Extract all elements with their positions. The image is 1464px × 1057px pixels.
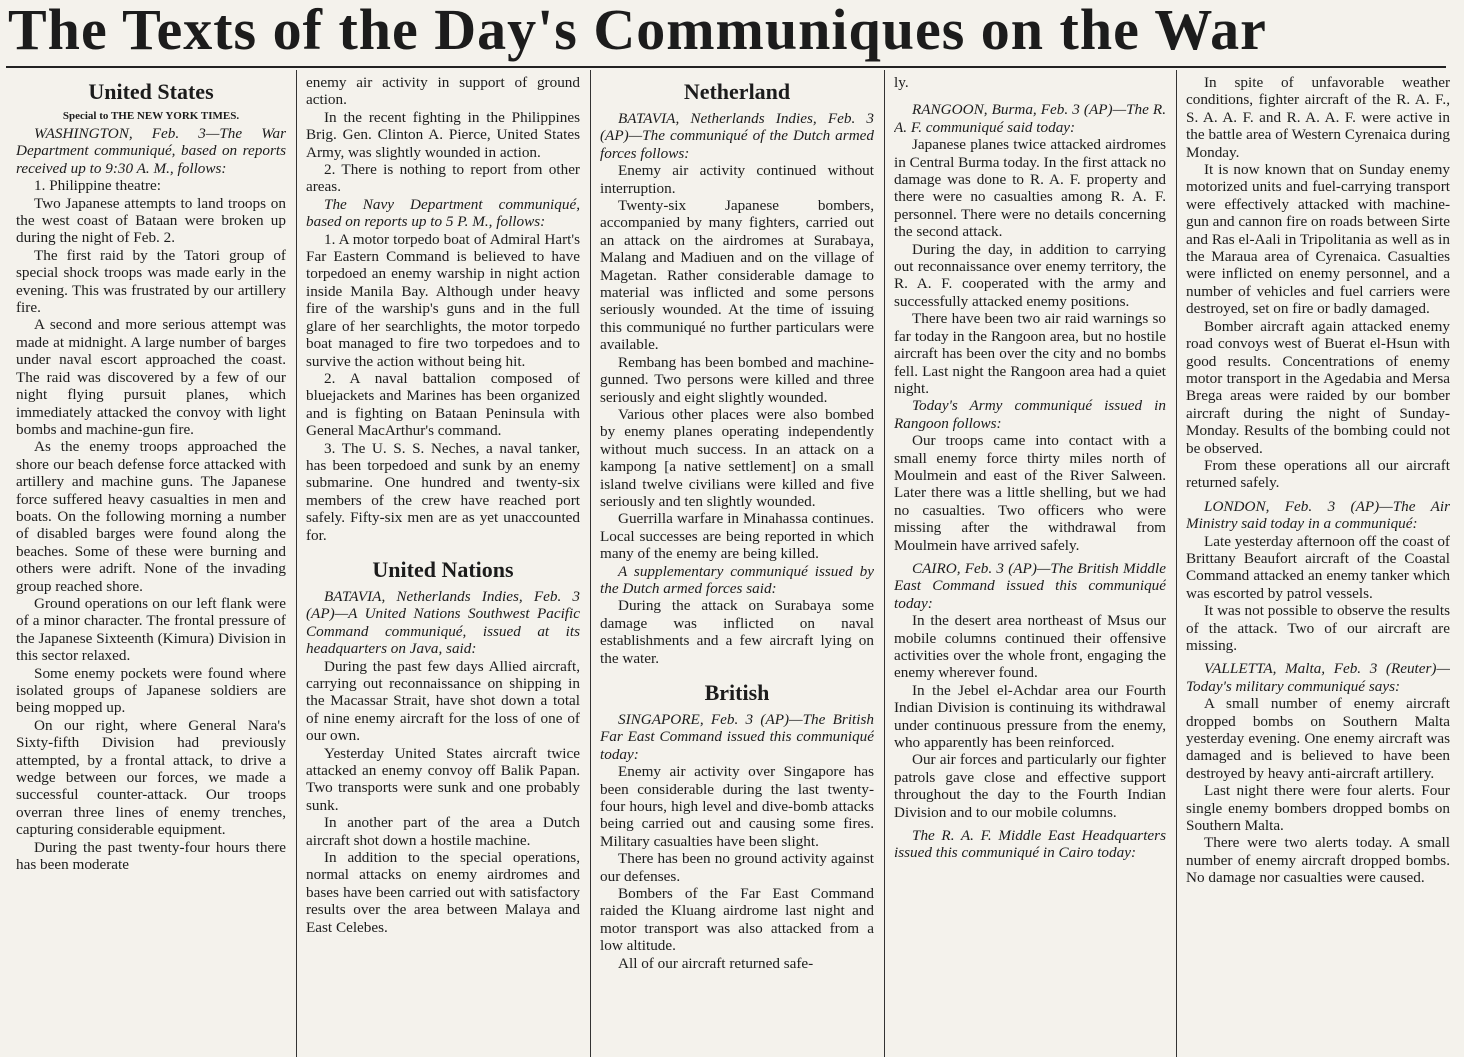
column-2 — [306, 74, 580, 1057]
column-divider — [1176, 70, 1177, 1057]
paragraph: The first raid by the Tatori group of special shock troops was made early in the evening. This was frustrated by our artillery fire. — [16, 246, 286, 317]
paragraph: Our troops came into contact with a small enemy force thirty miles north of Moulmein and east of the River Salween. Later there was a little shelling, but we had no casualties. Two officers who were missing after the withdrawal from Moulmein have arrived safely. — [894, 432, 1166, 554]
paragraph: It was not possible to observe the results of the attack. Two of our aircraft are missing. — [1186, 602, 1450, 654]
paragraph: Guerrilla warfare in Minahassa continues. Local successes are being reported in which many of the enemy are being killed. — [600, 510, 874, 563]
dispatch-intro: SINGAPORE, Feb. 3 (AP)—The British Far East Command issued this communiqué today: — [600, 711, 874, 763]
dispatch-intro: VALLETTA, Malta, Feb. 3 (Reuter)—Today's military communiqué says: — [1186, 660, 1450, 695]
paragraph: On our right, where General Nara's Sixty-fifth Division had previously attempted, by a frontal attack, to drive a wedge between our forces, we made a successful counter-attack. Our troops overran three lines of enemy trenches, capturing considerable equipment. — [16, 716, 286, 839]
paragraph: During the past twenty-four hours there has been moderate — [16, 838, 286, 874]
paragraph: Ground operations on our left flank were of a minor character. The frontal pressure of the Japanese Sixteenth (Kimura) Division in this sector relaxed. — [16, 594, 286, 665]
paragraph: All of our aircraft returned safe- — [618, 954, 814, 972]
column-3 — [600, 74, 874, 1057]
paragraph: In spite of unfavorable weather conditions, fighter aircraft of the R. A. F., S. A. A. F. and R. A. A. F. were active in the battle area of Western Cyrenaica during Monday. — [1186, 74, 1450, 161]
paragraph: enemy air activity in support of ground action. — [306, 74, 580, 109]
byline: Special to THE NEW YORK TIMES. — [62, 110, 240, 122]
column-1 — [16, 74, 286, 1057]
section-title-british: British — [704, 680, 770, 705]
paragraph: There has been no ground activity against our defenses. — [600, 850, 874, 885]
paragraph: Various other places were also bombed by enemy planes operating independently without much success. In an attack on a kampong [a native settlement] on a small island twelve civilians were killed and five seriously and ten slightly wounded. — [600, 405, 874, 510]
paragraph: In another part of the area a Dutch aircraft shot down a hostile machine. — [306, 814, 580, 849]
paragraph: It is now known that on Sunday enemy motorized units and fuel-carrying transport were effectively attacked with machine-gun and cannon fire on roads between Sirte and Ras el-Aali in Tripolitania as well as in the Maraua area of Cyrenaica. Casualties were inflicted on enemy personnel, and a number of vehicles and fuel carriers were destroyed, set on fire or badly damaged. — [1186, 161, 1450, 318]
section-title-united-nations: United Nations — [372, 556, 514, 582]
column-divider — [296, 70, 297, 1057]
paragraph: Twenty-six Japanese bombers, accompanied by many fighters, carried out an attack on the airdromes at Surabaya, Malang and Madiuen and on the village of Magetan. Rather considerable damage to material was inflicted and some persons seriously wounded. At the time of issuing this communiqué no further particulars were available. — [600, 197, 874, 354]
paragraph: Japanese planes twice attacked airdromes in Central Burma today. In the first attack no damage was done to R. A. F. property and there were no casualties among R. A. F. personnel. There were no details concerning the second attack. — [894, 136, 1166, 241]
paragraph: In the desert area northeast of Msus our mobile columns continued their offensive activities over the whole front, engaging the enemy wherever found. — [894, 612, 1166, 682]
column-divider — [590, 70, 591, 1057]
headline-rule — [6, 66, 1446, 68]
dispatch-intro: A supplementary communiqué issued by the Dutch armed forces said: — [600, 562, 874, 597]
paragraph: Our air forces and particularly our fighter patrols gave close and effective support throughout the day to the Fourth Indian Division and to our mobile columns. — [894, 751, 1166, 821]
dispatch-intro: WASHINGTON, Feb. 3—The War Department communiqué, based on reports received up to 9:30 A. M., follows: — [16, 125, 286, 177]
dispatch-intro: Today's Army communiqué issued in Rangoon follows: — [894, 397, 1166, 432]
paragraph: During the day, in addition to carrying out reconnaissance over enemy territory, the R. A. F. cooperated with the army and successfully attacked enemy positions. — [894, 240, 1166, 310]
paragraph: Two Japanese attempts to land troops on the west coast of Bataan were broken up during the night of Feb. 2. — [16, 194, 286, 247]
paragraph: 1. A motor torpedo boat of Admiral Hart's Far Eastern Command is believed to have torpedoed an enemy warship in night action inside Manila Bay. Although under heavy fire of the warship's guns and in the full glare of her searchlights, the motor torpedo boat managed to fire two torpedoes and to survive the action without being hit. — [306, 230, 580, 370]
paragraph: A small number of enemy aircraft dropped bombs on Southern Malta yesterday evening. One enemy aircraft was damaged and is believed to have been destroyed by heavy anti-aircraft artillery. — [1186, 695, 1450, 782]
paragraph: There were two alerts today. A small number of enemy aircraft dropped bombs. No damage nor casualties were caused. — [1186, 834, 1450, 887]
column-4 — [894, 74, 1166, 1057]
paragraph: In the recent fighting in the Philippines Brig. Gen. Clinton A. Pierce, United States Army, was slightly wounded in action. — [306, 108, 580, 161]
paragraph: There have been two air raid warnings so far today in the Rangoon area, but no hostile aircraft has been over the city and no bombs fell. Last night the Rangoon area had a quiet night. — [894, 310, 1166, 397]
column-5 — [1186, 74, 1450, 1057]
dispatch-intro: RANGOON, Burma, Feb. 3 (AP)—The R. A. F. communiqué said today: — [894, 101, 1166, 136]
dispatch-intro: LONDON, Feb. 3 (AP)—The Air Ministry said today in a communiqué: — [1186, 497, 1450, 533]
paragraph: 1. Philippine theatre: — [34, 177, 161, 195]
dispatch-intro: The R. A. F. Middle East Headquarters issued this communiqué in Cairo today: — [894, 827, 1166, 862]
paragraph: Bomber aircraft again attacked enemy road convoys west of Buerat el-Hsun with good results. Concentrations of enemy motor transport in the Agedabia and Mersa Brega areas were raided by our bomber aircraft during the night of Sunday-Monday. Results of the bombing could not be observed. — [1186, 317, 1450, 457]
paragraph: 2. There is nothing to report from other areas. — [306, 161, 580, 196]
paragraph: ly. — [894, 74, 909, 91]
dispatch-intro: CAIRO, Feb. 3 (AP)—The British Middle East Command issued this communiqué today: — [894, 559, 1166, 612]
paragraph: Some enemy pockets were found where isolated groups of Japanese soldiers are being mopped up. — [16, 664, 286, 717]
paragraph: Enemy air activity continued without interruption. — [600, 162, 874, 197]
paragraph: During the attack on Surabaya some damage was inflicted on naval establishments and a few aircraft lying on the water. — [600, 597, 874, 667]
section-title-netherland: Netherland — [683, 79, 791, 104]
paragraph: As the enemy troops approached the shore our beach defense force attacked with artillery and machine guns. The Japanese force suffered heavy casualties in men and boats. On the following morning a number of disabled barges were found along the beaches. Some of these were burning and others were adrift. None of the invading group reached shore. — [16, 438, 286, 595]
paragraph: From these operations all our aircraft returned safely. — [1186, 456, 1450, 492]
paragraph: Yesterday United States aircraft twice attacked an enemy convoy off Balik Papan. Two transports were sunk and one probably sunk. — [306, 744, 580, 814]
column-divider — [884, 70, 885, 1057]
paragraph: Late yesterday afternoon off the coast of Brittany Beaufort aircraft of the Coastal Command attacked an enemy tanker which was escorted by patrol vessels. — [1186, 532, 1450, 602]
paragraph: Bombers of the Far East Command raided the Kluang airdrome last night and motor transport was also attacked from a low altitude. — [600, 885, 874, 955]
paragraph: During the past few days Allied aircraft, carrying out reconnaissance on shipping in the Macassar Strait, have shot down a total of nine enemy aircraft for the loss of one of our own. — [306, 657, 580, 745]
paragraph: In addition to the special operations, normal attacks on enemy airdromes and bases have been carried out with satisfactory results over the area between Malaya and East Celebes. — [306, 849, 580, 936]
paragraph: Last night there were four alerts. Four single enemy bombers dropped bombs on Southern Malta. — [1186, 782, 1450, 835]
dispatch-intro: BATAVIA, Netherlands Indies, Feb. 3 (AP)—The communiqué of the Dutch armed forces follows: — [600, 110, 874, 162]
paragraph: A second and more serious attempt was made at midnight. A large number of barges under naval escort approached the coast. The raid was discovered by a few of our night flying pursuit planes, which immediately attacked the convoy with light bombs and machine-gun fire. — [16, 316, 286, 438]
page-headline: The Texts of the Day's Communiques on the War — [8, 0, 1267, 62]
dispatch-intro: The Navy Department communiqué, based on reports up to 5 P. M., follows: — [306, 195, 580, 231]
paragraph: Rembang has been bombed and machine-gunned. Two persons were killed and three seriously and eight slightly wounded. — [600, 353, 874, 406]
dispatch-intro: BATAVIA, Netherlands Indies, Feb. 3 (AP)—A United Nations Southwest Pacific Command communiqué, issued at its headquarters on Java, said: — [306, 587, 580, 658]
paragraph: Enemy air activity over Singapore has been considerable during the last twenty-four hours, high level and dive-bomb attacks being carried out and causing some fires. Military casualties have been slight. — [600, 763, 874, 850]
paragraph: In the Jebel el-Achdar area our Fourth Indian Division is continuing its withdrawal under continuous pressure from the enemy, who apparently has been reinforced. — [894, 681, 1166, 752]
paragraph: 3. The U. S. S. Neches, a naval tanker, has been torpedoed and sunk by an enemy submarine. One hundred and twenty-six members of the crew have reached port safely. Fifty-six men are as yet unaccounted for. — [306, 439, 580, 544]
section-title-united-states: United States — [88, 79, 214, 104]
paragraph: 2. A naval battalion composed of bluejackets and Marines has been organized and is fighting on Bataan Peninsula with General MacArthur's command. — [306, 369, 580, 440]
